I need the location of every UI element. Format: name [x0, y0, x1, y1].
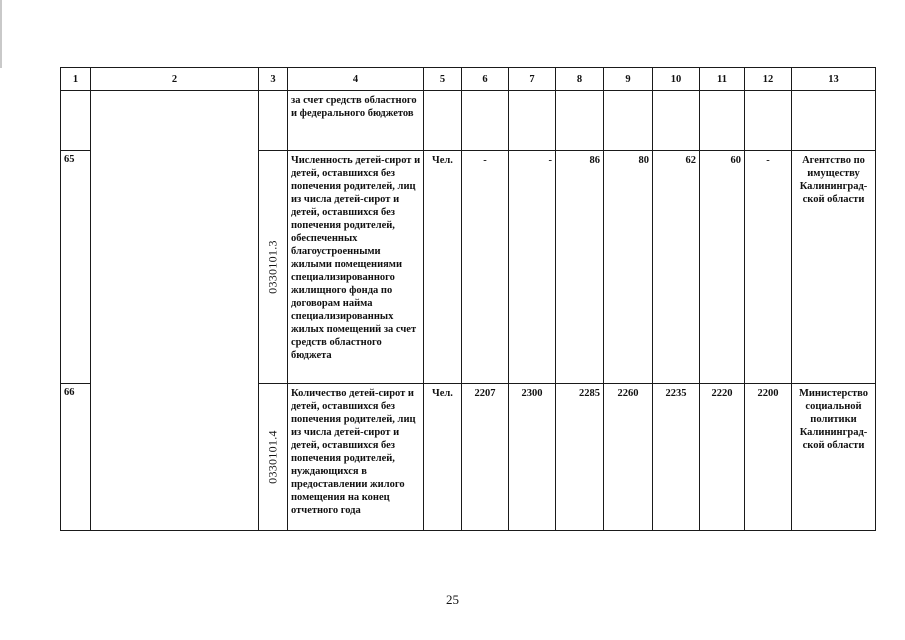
indicator-code: 0330101.4: [265, 430, 280, 484]
value-cell-empty: [653, 91, 700, 151]
header-cell-13: 13: [792, 68, 876, 91]
header-cell-1: 1: [61, 68, 91, 91]
header-cell-8: 8: [556, 68, 604, 91]
value-col-11: 2220: [700, 384, 745, 531]
value-cell-empty: [745, 91, 792, 151]
value-cell-empty: [462, 91, 509, 151]
value-col-6: -: [462, 151, 509, 384]
header-cell-7: 7: [509, 68, 556, 91]
value-col-12: -: [745, 151, 792, 384]
responsible-agency: Министерство социальной политики Калининград-ской области: [792, 384, 876, 531]
unit-cell: Чел.: [424, 384, 462, 531]
header-row: [61, 68, 876, 91]
header-cell-12: 12: [745, 68, 792, 91]
value-col-9: 2260: [604, 384, 653, 531]
indicator-code: 0330101.3: [265, 240, 280, 294]
value-col-8: 86: [556, 151, 604, 384]
value-cell-empty: [509, 91, 556, 151]
header-cell-4: 4: [288, 68, 424, 91]
merged-column-2-cell: [91, 91, 259, 531]
value-col-9: 80: [604, 151, 653, 384]
row-number-cell-empty: [61, 91, 91, 151]
value-col-10: 62: [653, 151, 700, 384]
responsible-agency: Агентство по имуществу Калининград-ской области: [792, 151, 876, 384]
header-cell-11: 11: [700, 68, 745, 91]
indicator-description: за счет средств областного и федерального бюджетов: [288, 91, 424, 151]
agency-cell-empty: [792, 91, 876, 151]
value-col-11: 60: [700, 151, 745, 384]
value-col-12: 2200: [745, 384, 792, 531]
value-col-8: 2285: [556, 384, 604, 531]
indicator-code-cell: [259, 384, 288, 531]
value-col-10: 2235: [653, 384, 700, 531]
row-number: 65: [61, 151, 91, 384]
indicator-table: [60, 67, 876, 531]
header-cell-10: 10: [653, 68, 700, 91]
unit-cell: Чел.: [424, 151, 462, 384]
code-cell-empty: [259, 91, 288, 151]
header-cell-2: 2: [91, 68, 259, 91]
value-col-7: -: [509, 151, 556, 384]
row-number: 66: [61, 384, 91, 531]
header-cell-6: 6: [462, 68, 509, 91]
value-col-7: 2300: [509, 384, 556, 531]
header-cell-5: 5: [424, 68, 462, 91]
value-cell-empty: [556, 91, 604, 151]
indicator-description: Количество детей-сирот и детей, оставшихся без попечения родителей, лиц из числа детей-сирот и детей, оставшихся без попечения родителей, нуждающихся в предоставлении жилого помещения на конец отчетного года: [288, 384, 424, 531]
table-row-continued: [61, 91, 876, 151]
header-cell-9: 9: [604, 68, 653, 91]
value-cell-empty: [700, 91, 745, 151]
indicator-description: Численность детей-сирот и детей, оставшихся без попечения родителей, лиц из числа детей-сирот и детей, оставшихся без попечения родителей, обеспеченных благоустроенными жилыми помещениями специализированного жилищного фонда по договорам найма специализированных жилых помещений за счет средств областного бюджета: [288, 151, 424, 384]
header-cell-3: 3: [259, 68, 288, 91]
indicator-code-cell: [259, 151, 288, 384]
scan-edge-mark: [0, 0, 2, 68]
page-number: 25: [446, 592, 459, 607]
unit-cell-empty: [424, 91, 462, 151]
value-cell-empty: [604, 91, 653, 151]
value-col-6: 2207: [462, 384, 509, 531]
